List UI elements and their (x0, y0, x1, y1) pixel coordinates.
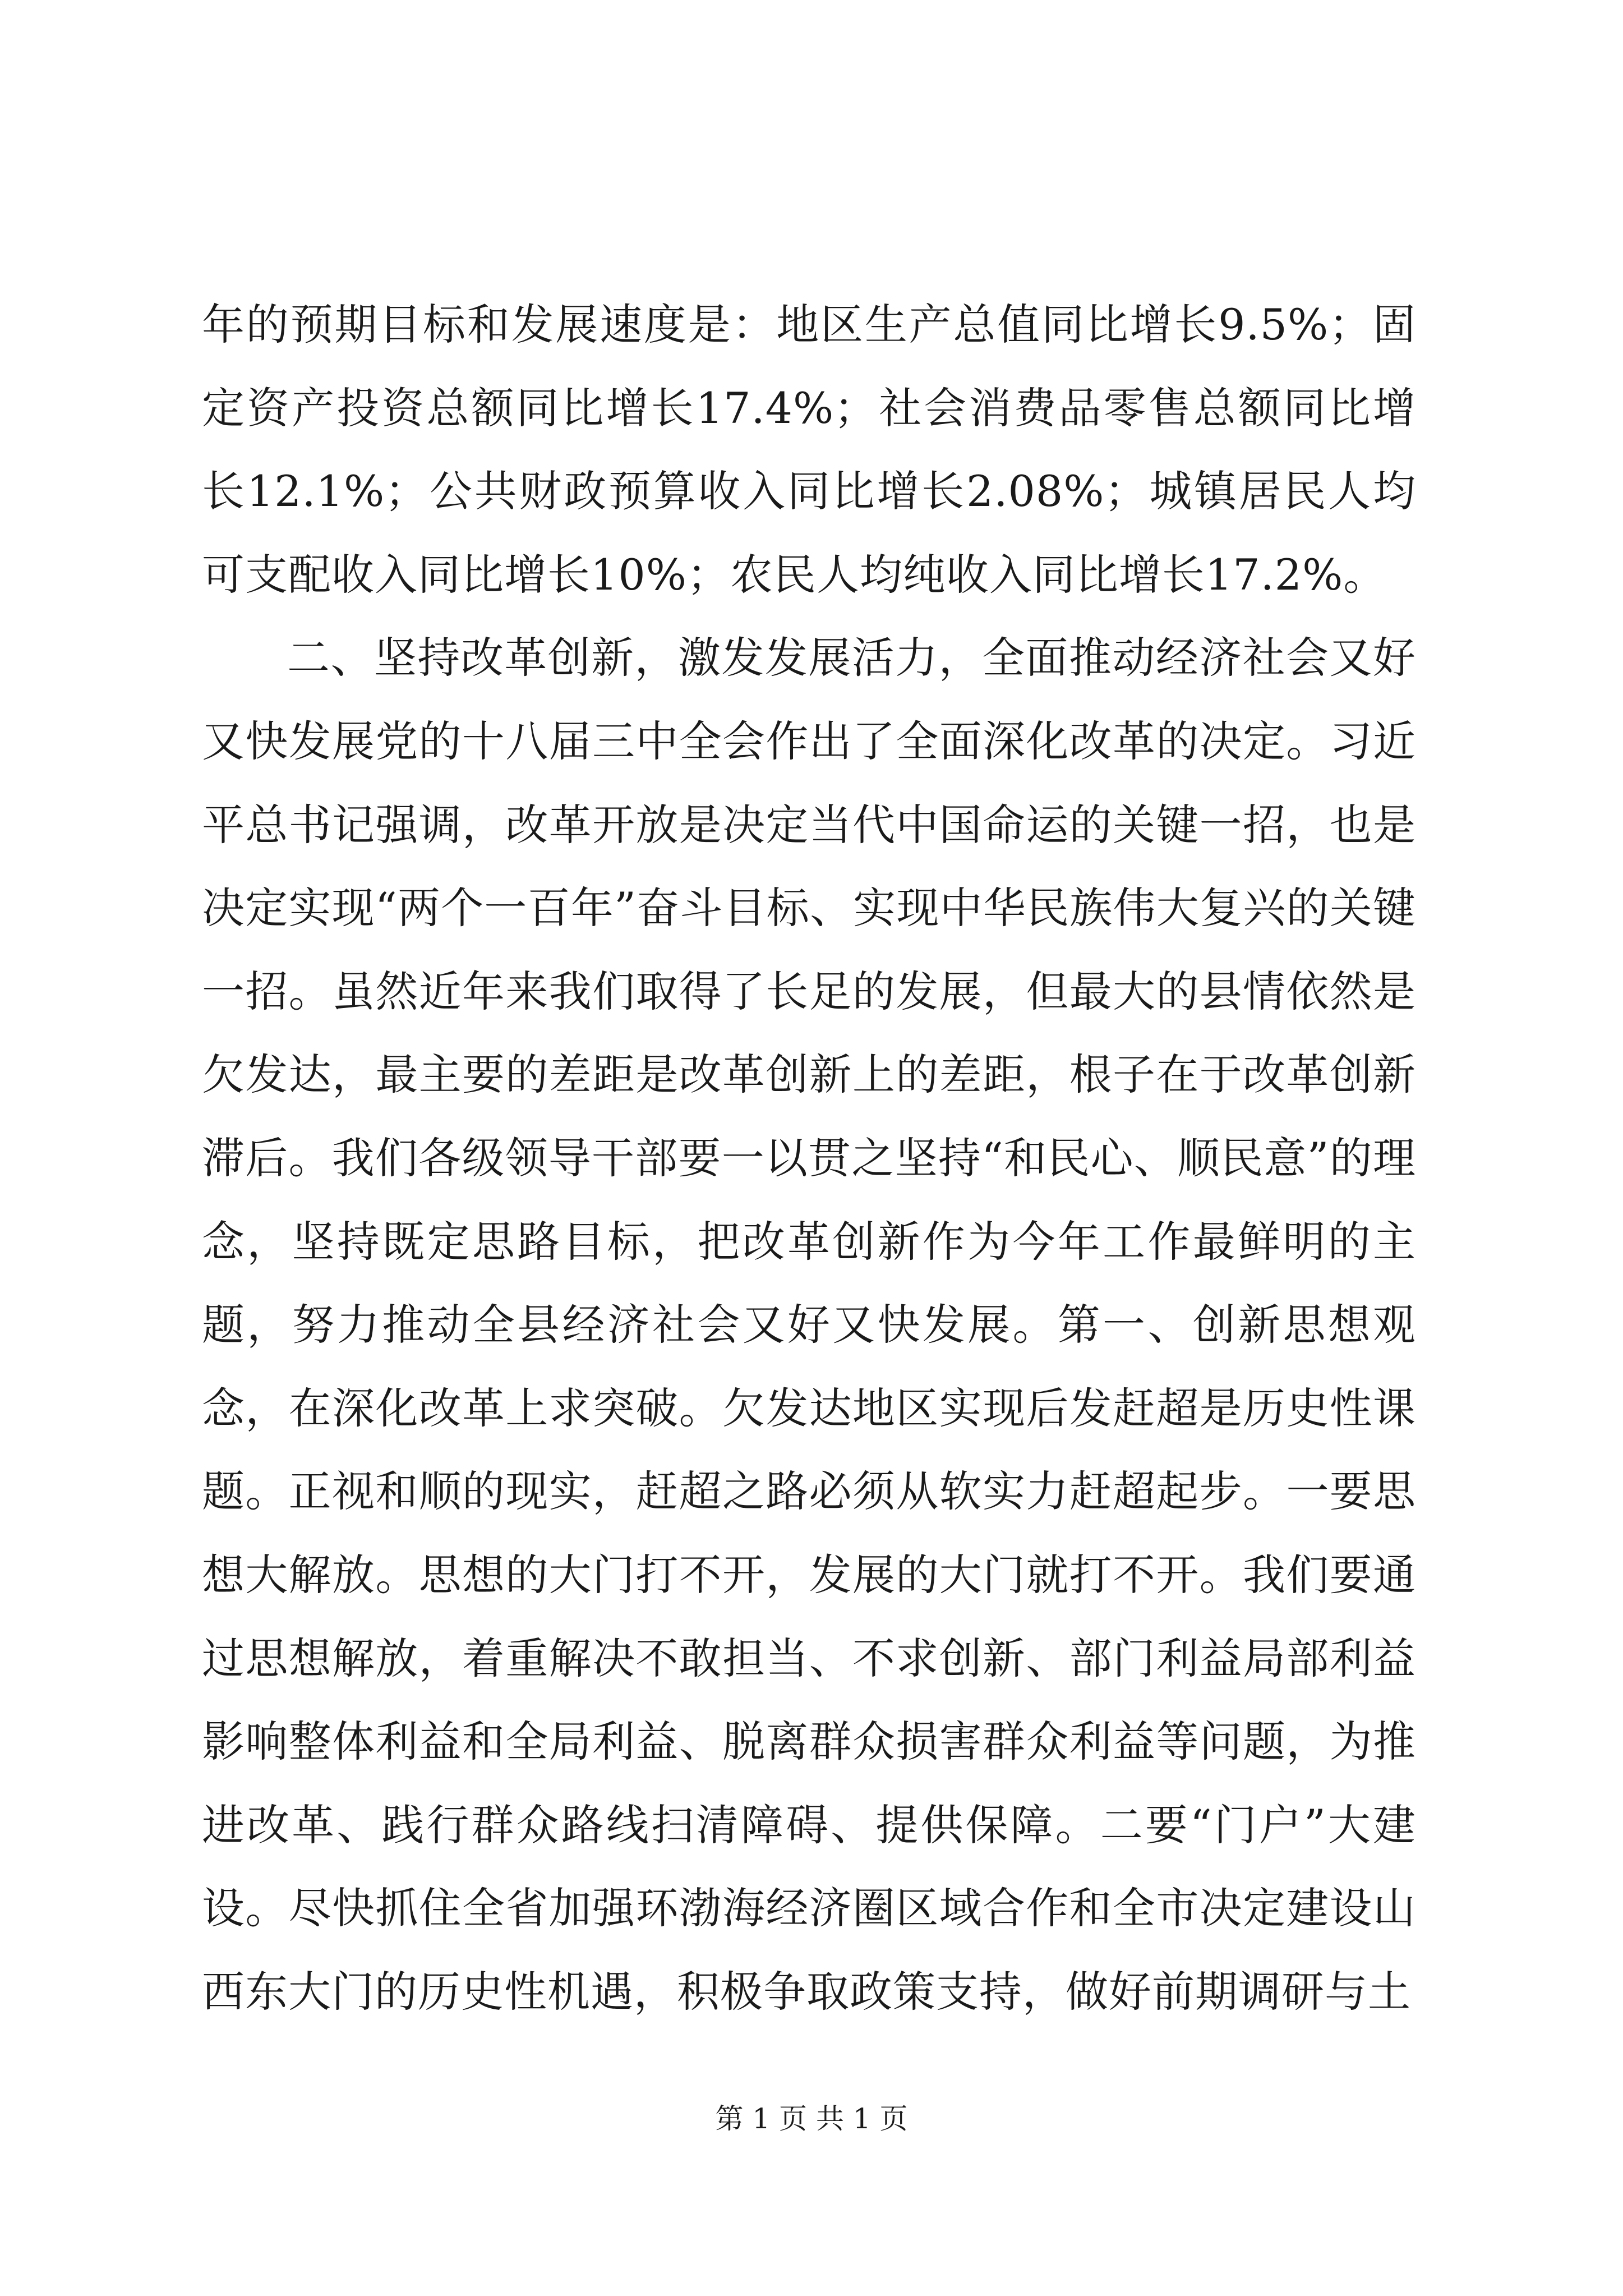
document-body (202, 283, 1416, 2033)
paragraph-section-two: 二、坚持改革创新，激发发展活力，全面推动经济社会又好又快发展党的十八届三中全会作出了全面深化改革的决定。习近平总书记强调，改革开放是决定当代中国命运的关键一招，也是决定实现“两个一百年”奋斗目标、实现中华民族伟大复兴的关键一招。虽然近年来我们取得了长足的发展，但最大的县情依然是欠发达，最主要的差距是改革创新上的差距，根子在于改革创新滞后。我们各级领导干部要一以贯之坚持“和民心、顺民意”的理念，坚持既定思路目标，把改革创新作为今年工作最鲜明的主题，努力推动全县经济社会又好又快发展。第一、创新思想观念，在深化改革上求突破。欠发达地区实现后发赶超是历史性课题。正视和顺的现实，赶超之路必须从软实力赶超起步。一要思想大解放。思想的大门打不开，发展的大门就打不开。我们要通过思想解放，着重解决不敢担当、不求创新、部门利益局部利益影响整体利益和全局利益、脱离群众损害群众利益等问题，为推进改革、践行群众路线扫清障碍、提供保障。二要“门户”大建设。尽快抓住全省加强环渤海经济圈区域合作和全市决定建设山西东大门的历史性机遇，积极争取政策支持，做好前期调研与土 (202, 633, 1416, 2017)
page-footer: 第 1 页 共 1 页 (715, 2102, 908, 2135)
paragraph-continuation: 年的预期目标和发展速度是：地区生产总值同比增长9.5%；固定资产投资总额同比增长17.4%；社会消费品零售总额同比增长12.1%；公共财政预算收入同比增长2.08%；城镇居民人均可支配收入同比增长10%；农民人均纯收入同比增长17.2%。 (202, 300, 1416, 600)
